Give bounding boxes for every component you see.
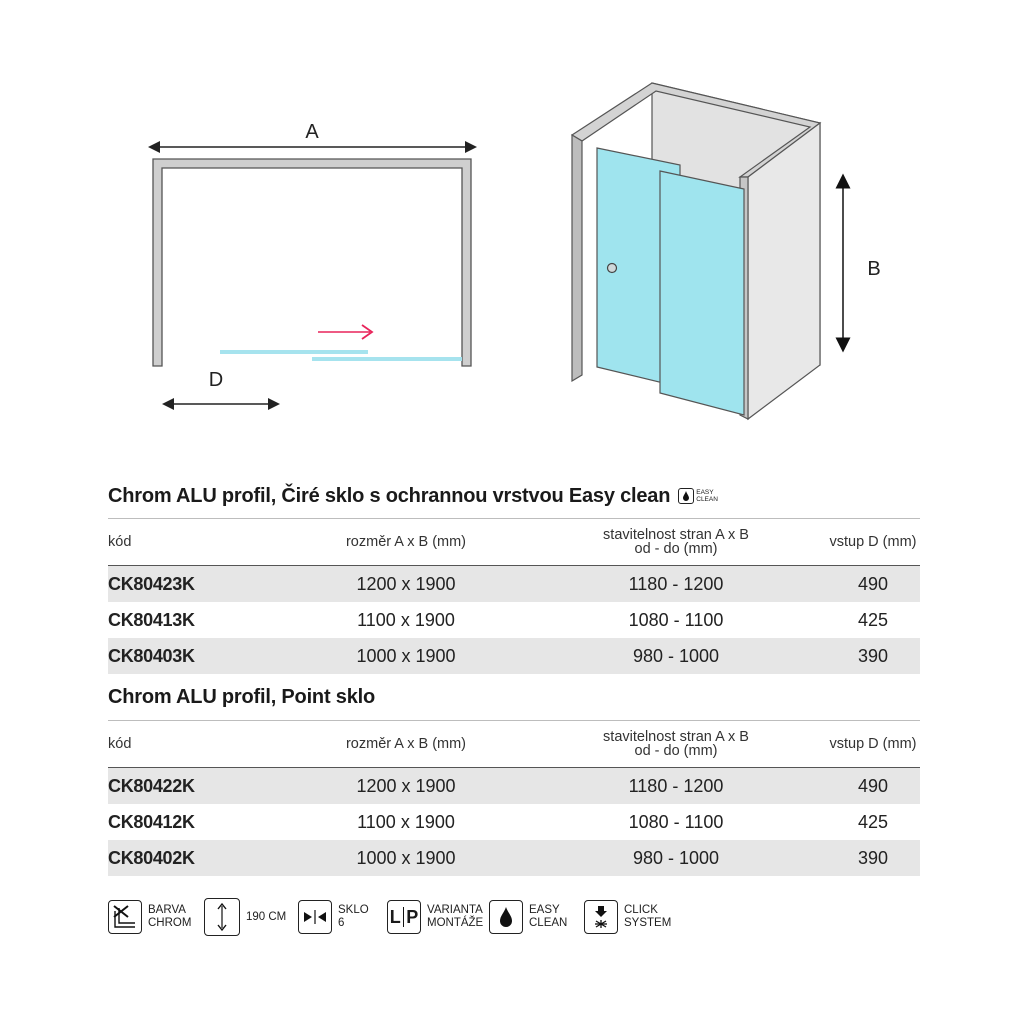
feature-line-2: 6 — [338, 917, 345, 929]
cell-code: CK80422K — [108, 768, 286, 805]
product-table-easy-clean — [108, 518, 920, 674]
dimension-d-label: D — [208, 369, 224, 391]
icon-letter-p: P — [406, 906, 419, 927]
product-section-easy-clean — [108, 481, 920, 674]
cell-size: 1200 x 1900 — [286, 768, 526, 805]
table-row — [108, 638, 920, 674]
cell-code: CK80412K — [108, 811, 195, 832]
cell-entry: 490 — [826, 768, 920, 805]
glass-door-sliding — [660, 171, 744, 415]
cell-entry: 425 — [857, 811, 889, 832]
cell-size: 1000 x 1900 — [286, 840, 526, 876]
cell-entry: 425 — [857, 609, 889, 630]
floor-plan-diagram — [140, 110, 485, 420]
section-title-text: Chrom ALU profil, Point sklo — [108, 685, 375, 708]
section-title — [108, 481, 920, 511]
icon-letter-l: L — [389, 906, 401, 927]
header-adjustability: stavitelnost stran A x B od - do (mm) — [526, 519, 826, 566]
feature-line-1: CLICK — [624, 904, 658, 916]
left-right-icon — [387, 900, 421, 934]
feature-icons-row — [108, 897, 908, 937]
feature-glass — [298, 897, 369, 937]
cell-code: CK80402K — [108, 840, 286, 876]
cell-code: CK80423K — [108, 566, 286, 603]
feature-height — [204, 897, 286, 937]
table-row — [108, 602, 920, 638]
isometric-shower-diagram — [560, 75, 900, 435]
cell-adjust: 1080 - 1100 — [628, 811, 724, 832]
feature-click-system — [584, 897, 671, 937]
cell-size: 1000 x 1900 — [286, 638, 526, 674]
feature-line-1: EASY — [529, 904, 560, 916]
section-title-text: Chrom ALU profil, Čiré sklo s ochrannou vrstvou Easy clean — [108, 484, 671, 507]
feature-mounting — [387, 897, 483, 937]
dimension-a-label: A — [305, 121, 319, 143]
feature-line-2: SYSTEM — [624, 917, 672, 929]
table-row — [108, 768, 920, 805]
feature-line-2: CLEAN — [529, 917, 568, 929]
water-drop-icon — [678, 488, 694, 504]
left-side-wall — [572, 135, 582, 381]
glass-thickness-icon — [298, 900, 332, 934]
cell-entry: 390 — [826, 840, 920, 876]
dimension-b-label: B — [867, 258, 881, 280]
cell-entry: 490 — [826, 566, 920, 603]
header-size: rozměr A x B (mm) — [286, 721, 526, 768]
cell-adjust: 1080 - 1100 — [628, 609, 724, 630]
glass-panel-fixed — [220, 350, 368, 354]
header-code: kód — [108, 721, 286, 768]
product-section-point — [108, 682, 920, 876]
feature-line-1: VARIANTA — [427, 904, 483, 916]
feature-color — [108, 897, 191, 937]
easy-clean-badge — [678, 488, 718, 504]
cell-adjust: 980 - 1000 — [526, 638, 826, 674]
table-row — [108, 840, 920, 876]
cell-code: CK80413K — [108, 609, 195, 630]
door-handle-icon — [608, 264, 617, 273]
chrome-finish-icon — [108, 900, 142, 934]
cell-size: 1200 x 1900 — [286, 566, 526, 603]
header-entry: vstup D (mm) — [826, 721, 920, 768]
product-table-point — [108, 720, 920, 876]
header-adjustability: stavitelnost stran A x B od - do (mm) — [526, 721, 826, 768]
cell-size: 1100 x 1900 — [357, 609, 455, 630]
water-drop-icon — [489, 900, 523, 934]
glass-panel-sliding — [312, 357, 462, 361]
cell-adjust: 1180 - 1200 — [526, 566, 826, 603]
shower-frame — [153, 159, 471, 366]
feature-line-1: 190 CM — [246, 910, 287, 923]
table-header-row — [108, 721, 920, 768]
cell-entry: 390 — [826, 638, 920, 674]
cell-adjust: 1180 - 1200 — [526, 768, 826, 805]
feature-line-2: CHROM — [148, 917, 192, 929]
table-row — [108, 804, 920, 840]
click-system-icon — [584, 900, 618, 934]
badge-line-1: EASY — [696, 489, 714, 496]
section-title — [108, 682, 920, 712]
badge-line-2: CLEAN — [696, 496, 718, 503]
feature-line-1: BARVA — [148, 904, 186, 916]
feature-easy-clean — [489, 897, 567, 937]
cell-adjust: 980 - 1000 — [526, 840, 826, 876]
feature-line-1: SKLO — [338, 904, 369, 916]
table-header-row — [108, 519, 920, 566]
height-arrow-icon — [204, 898, 240, 936]
cell-code: CK80403K — [108, 638, 286, 674]
cell-size: 1100 x 1900 — [357, 811, 455, 832]
table-row — [108, 566, 920, 603]
feature-line-2: MONTÁŽE — [427, 917, 484, 929]
header-code: kód — [108, 519, 286, 566]
header-size: rozměr A x B (mm) — [286, 519, 526, 566]
header-entry: vstup D (mm) — [826, 519, 920, 566]
